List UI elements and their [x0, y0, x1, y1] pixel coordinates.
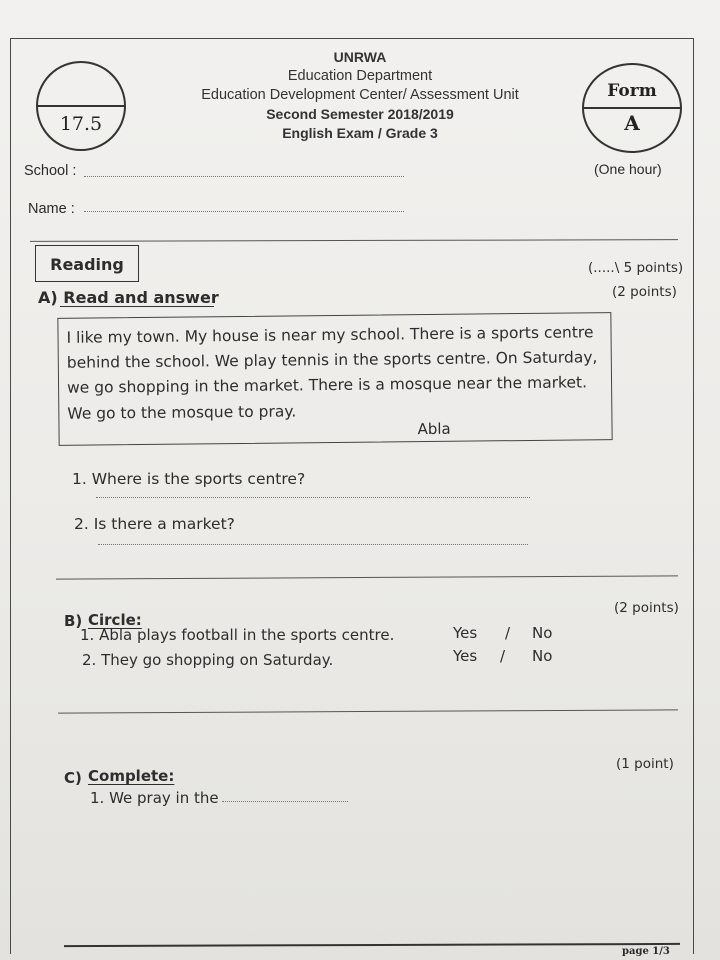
passage-line-2: behind the school. We play tennis in the sports centre. On Saturday, — [66, 348, 598, 372]
section-c-label: C) — [64, 769, 82, 787]
page-number: page 1/3 — [622, 946, 670, 957]
school-field[interactable] — [84, 176, 404, 177]
circle-item-2: 2. They go shopping on Saturday. — [82, 651, 334, 669]
score-circle — [36, 61, 126, 151]
answer-2-line[interactable] — [98, 544, 528, 545]
answer-1-line[interactable] — [96, 497, 530, 498]
duration: (One hour) — [594, 161, 662, 177]
circle-item-1-no[interactable]: No — [532, 624, 553, 642]
reading-passage — [57, 312, 612, 446]
passage-line-4: We go to the mosque to pray. — [67, 402, 297, 423]
section-a-title: A) Read and answer — [38, 288, 219, 307]
complete-item-1: 1. We pray in the — [90, 789, 219, 807]
complete-item-1-blank[interactable] — [222, 801, 348, 802]
section-b-points: (2 points) — [614, 600, 679, 616]
circle-item-2-yes[interactable]: Yes — [453, 647, 478, 665]
section-b-label: B) — [64, 612, 83, 630]
score-value: 17.5 — [59, 113, 103, 135]
circle-item-2-no[interactable]: No — [532, 647, 553, 665]
reading-title: Reading — [50, 255, 124, 274]
form-label: Form — [607, 81, 657, 101]
circle-item-1: 1. Abla plays football in the sports centre. — [80, 626, 395, 644]
school-label: School : — [24, 163, 77, 179]
passage-line-1: I like my town. My house is near my school. There is a sports centre — [66, 323, 594, 347]
score-divider — [38, 105, 124, 107]
section-a-points: (2 points) — [612, 284, 677, 300]
section-c-title: Complete: — [88, 767, 175, 785]
section-a-title-underline — [60, 306, 214, 307]
question-2: 2. Is there a market? — [74, 515, 235, 533]
org-name: UNRWA — [333, 49, 387, 65]
circle-item-2-sep: / — [500, 647, 506, 665]
section-c-points: (1 point) — [616, 756, 674, 772]
reading-total-points: (.....\ 5 points) — [588, 260, 684, 276]
passage-author: Abla — [417, 419, 451, 439]
unit-name: Education Development Center/ Assessment Unit — [201, 87, 519, 103]
circle-item-1-sep: / — [505, 624, 511, 642]
department-name: Education Department — [287, 68, 433, 84]
semester: Second Semester 2018/2019 — [266, 106, 454, 122]
form-divider — [584, 107, 680, 109]
reading-title-box — [35, 245, 139, 282]
passage-line-3: we go shopping in the market. There is a mosque near the market. — [66, 373, 588, 397]
name-label: Name : — [28, 201, 75, 217]
name-field[interactable] — [84, 211, 404, 212]
section-b-title: Circle: — [88, 611, 142, 629]
exam-title: English Exam / Grade 3 — [282, 125, 438, 141]
question-1: 1. Where is the sports centre? — [72, 470, 306, 488]
form-value: A — [624, 111, 640, 135]
circle-item-1-yes[interactable]: Yes — [453, 624, 478, 642]
form-circle — [582, 63, 682, 153]
